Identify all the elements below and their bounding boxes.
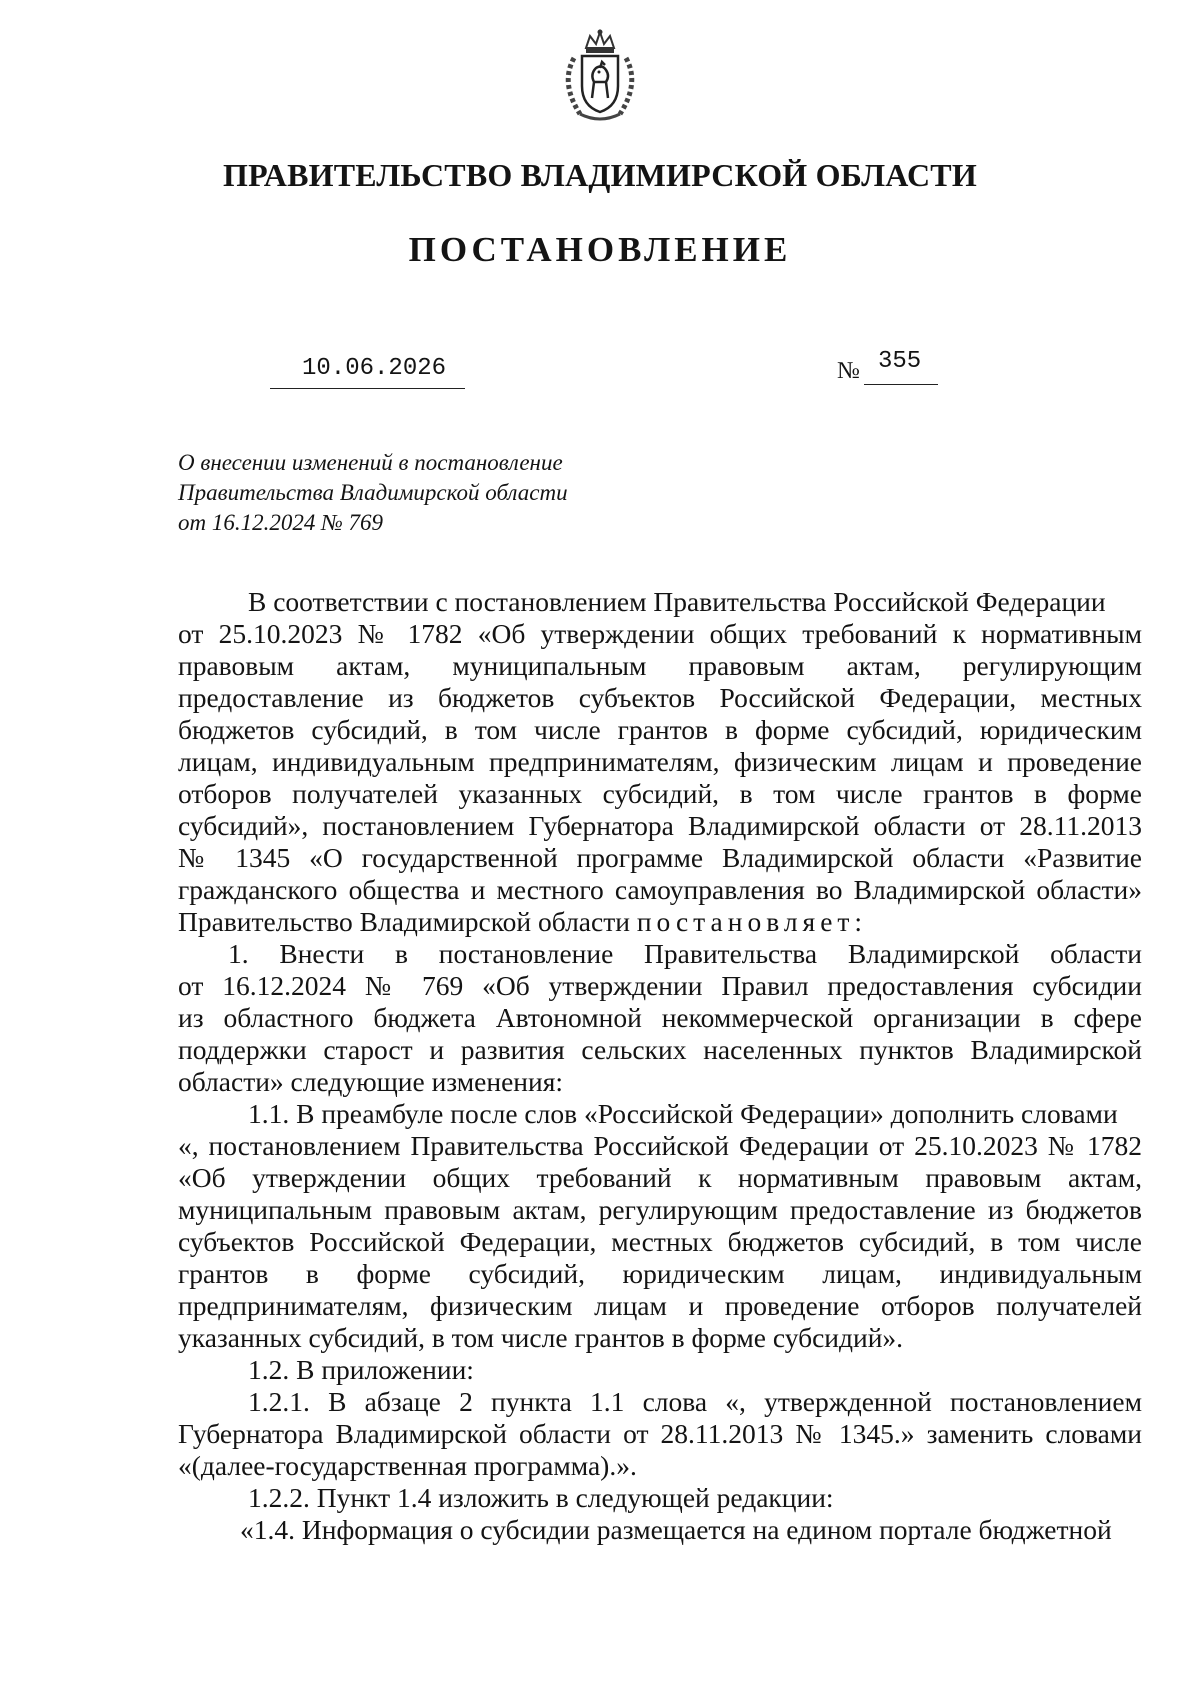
body-line: поддержки старост и развития сельских населенных пунктов Владимирской	[178, 1034, 1142, 1065]
body-line: предоставление из бюджетов субъектов Российской Федерации, местных	[178, 682, 1142, 713]
body-line: «, постановлением Правительства Российской Федерации от 25.10.2023 № 1782	[178, 1130, 1142, 1161]
body-line: 1.2.1. В абзаце 2 пункта 1.1 слова «, утвержденной постановлением	[248, 1386, 1142, 1417]
subject-line: О внесении изменений в постановление	[178, 450, 563, 475]
organization-title: ПРАВИТЕЛЬСТВО ВЛАДИМИРСКОЙ ОБЛАСТИ	[223, 157, 977, 193]
body-line: отборов получателей указанных субсидий, в том числе грантов в форме	[178, 778, 1142, 809]
body-line-part: Правительство Владимирской области	[178, 906, 630, 937]
document-type: ПОСТАНОВЛЕНИЕ	[408, 230, 792, 269]
body-line: предпринимателям, физическим лицам и проведение отборов получателей	[178, 1290, 1142, 1321]
coat-of-arms-icon	[550, 28, 650, 124]
body-line: В соответствии с постановлением Правительства Российской Федерации	[248, 586, 1106, 617]
subject-line: от 16.12.2024 № 769	[178, 510, 384, 535]
document-subject	[178, 448, 618, 538]
body-line: от 25.10.2023 № 1782 «Об утверждении общих требований к нормативным	[178, 618, 1142, 649]
body-line: лицам, индивидуальным предпринимателям, физическим лицам и проведение	[178, 746, 1142, 777]
body-line: «1.4. Информация о субсидии размещается на едином портале бюджетной	[240, 1514, 1112, 1545]
resolves-word: постановляет:	[636, 906, 868, 937]
body-line: «(далее-государственная программа).».	[178, 1450, 637, 1481]
document-body	[178, 586, 1142, 1546]
body-line: 1.1. В преамбуле после слов «Российской Федерации» дополнить словами	[248, 1098, 1118, 1129]
body-line: правовым актам, муниципальным правовым актам, регулирующим	[178, 650, 1142, 681]
body-line: «Об утверждении общих требований к нормативным правовым актам,	[178, 1162, 1142, 1193]
body-line: указанных субсидий, в том числе грантов в форме субсидий».	[178, 1322, 904, 1353]
body-line: грантов в форме субсидий, юридическим лицам, индивидуальным	[178, 1258, 1142, 1289]
body-line: муниципальным правовым актам, регулирующим предоставление из бюджетов	[178, 1194, 1142, 1225]
body-line: 1.2. В приложении:	[248, 1354, 474, 1385]
body-line: от 16.12.2024 № 769 «Об утверждении Правил предоставления субсидии	[178, 970, 1142, 1001]
number-label: №	[837, 358, 860, 384]
body-line: № 1345 «О государственной программе Владимирской области «Развитие	[178, 842, 1142, 873]
body-line: 1.2.2. Пункт 1.4 изложить в следующей редакции:	[248, 1482, 834, 1513]
body-line	[178, 906, 1142, 938]
body-line: субъектов Российской Федерации, местных бюджетов субсидий, в том числе	[178, 1226, 1142, 1257]
body-line: области» следующие изменения:	[178, 1066, 564, 1097]
body-line: гражданского общества и местного самоуправления во Владимирской области»	[178, 874, 1142, 905]
body-line: Губернатора Владимирской области от 28.11.2013 № 1345.» заменить словами	[178, 1418, 1142, 1449]
body-line: субсидий», постановлением Губернатора Владимирской области от 28.11.2013	[178, 810, 1142, 841]
body-line: бюджетов субсидий, в том числе грантов в форме субсидий, юридическим	[178, 714, 1142, 745]
document-date: 10.06.2026	[302, 355, 447, 382]
subject-line: Правительства Владимирской области	[178, 480, 568, 505]
body-line: из областного бюджета Автономной некоммерческой организации в сфере	[178, 1002, 1142, 1033]
body-line: 1. Внести в постановление Правительства Владимирской области	[228, 938, 1142, 969]
document-number: 355	[878, 348, 922, 375]
